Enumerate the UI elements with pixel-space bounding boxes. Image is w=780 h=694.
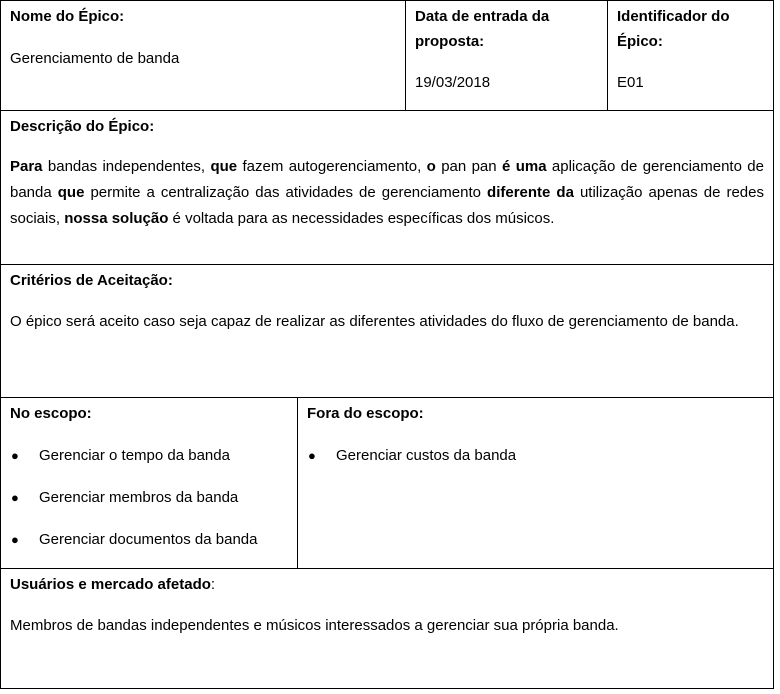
scope-list-item [10,528,288,552]
users-text: Membros de bandas independentes e músicos interessados a gerenciar sua própria banda. [10,617,619,634]
scope-list-item [10,486,288,510]
entry-date-value: 19/03/2018 [415,74,491,91]
bullet-icon: ● [11,448,19,463]
epic-id-cell [607,0,774,111]
description-emphasis: é uma [501,158,547,175]
description-segment: é voltada para as necessidades específicas dos músicos. [168,210,555,227]
description-segment: permite a centralização das atividades de gerenciamento [84,184,488,201]
entry-date-cell [405,0,608,111]
bullet-icon: ● [11,532,19,547]
acceptance-text: O épico será aceito caso seja capaz de realizar as diferentes atividades do fluxo de gerenciamento de banda. [10,313,739,330]
description-segment: fazem autogerenciamento, [237,158,427,175]
scope-item-text: Gerenciar documentos da banda [39,531,258,548]
epic-id-value: E01 [617,74,644,91]
description-segment: aplicação de gerenciamento de banda [10,158,764,201]
description-label: Descrição do Épico: [10,118,155,135]
out-scope-label: Fora do escopo: [307,405,424,422]
description-segment: bandas independentes, [42,158,211,175]
acceptance-cell [0,264,774,398]
description-segment: pan pan [435,158,502,175]
in-scope-list [10,444,288,552]
users-label-colon: : [210,576,216,593]
entry-date-label: Data de entrada da proposta: [415,8,550,50]
description-segment: utilização apenas de redes sociais, [10,184,764,227]
description-emphasis: diferente da [487,184,574,201]
epic-name-label: Nome do Épico: [10,8,125,25]
description-emphasis: o [426,158,436,175]
description-emphasis: que [57,184,85,201]
description-emphasis: que [210,158,238,175]
bullet-icon: ● [308,448,316,463]
scope-list-item [10,444,288,468]
bullet-icon: ● [11,490,19,505]
epic-id-label: Identificador do Épico: [617,8,730,50]
epic-name-cell [0,0,406,111]
in-scope-label: No escopo: [10,405,92,422]
scope-item-text: Gerenciar custos da banda [336,447,517,464]
users-cell [0,568,774,689]
epic-name-value: Gerenciamento de banda [10,50,180,67]
description-emphasis: Para [10,158,43,175]
description-text [10,154,764,232]
out-scope-cell [297,397,774,569]
users-label [10,572,764,597]
scope-item-text: Gerenciar membros da banda [39,489,239,506]
acceptance-label: Critérios de Aceitação: [10,272,173,289]
out-scope-list [307,444,764,468]
in-scope-cell [0,397,298,569]
scope-list-item [307,444,764,468]
description-emphasis: nossa solução [64,210,169,227]
scope-item-text: Gerenciar o tempo da banda [39,447,230,464]
description-cell [0,110,774,265]
users-label-bold: Usuários e mercado afetado [10,576,211,593]
